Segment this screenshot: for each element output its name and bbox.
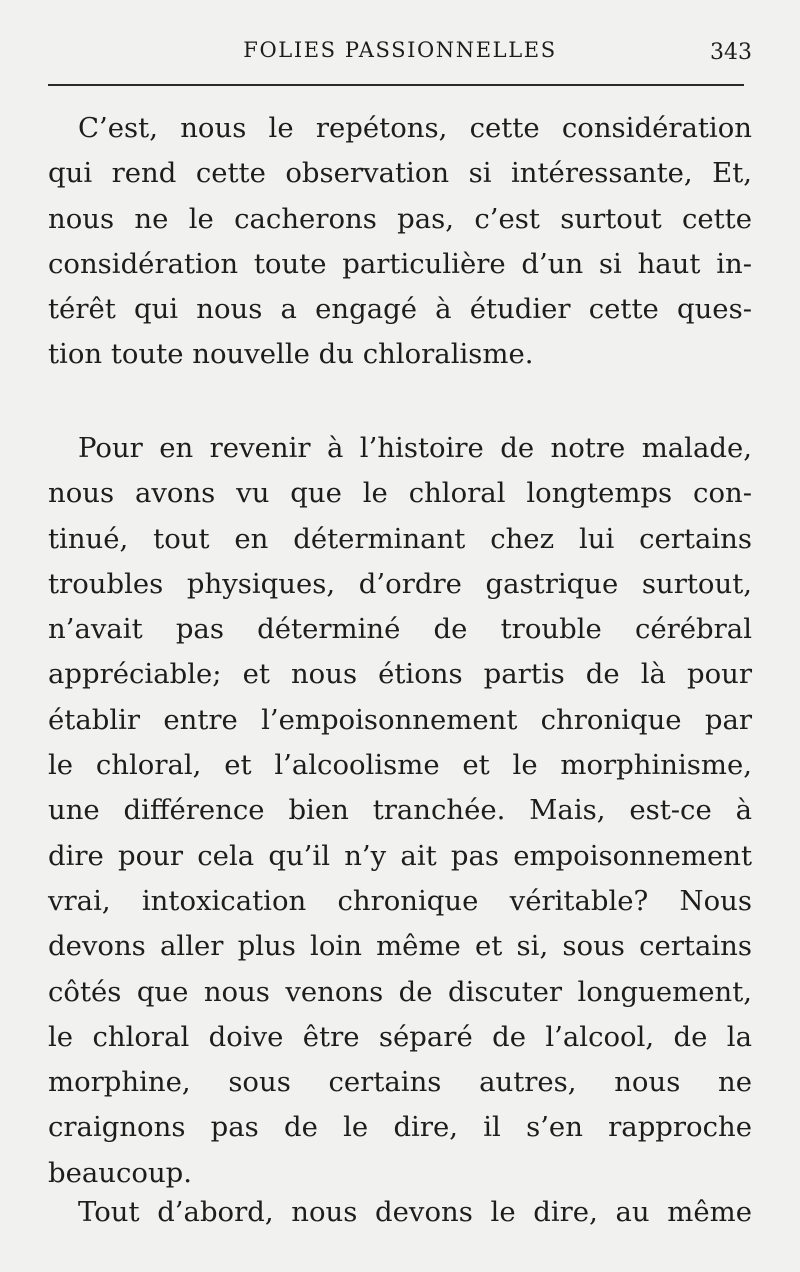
paragraph-2 — [48, 426, 752, 1196]
text-line: nous avons vu que le chloral longtemps con- — [48, 477, 752, 510]
text-line: n’avait pas déterminé de trouble cérébral — [48, 613, 752, 646]
text-line: nous ne le cacherons pas, c’est surtout cette — [48, 202, 752, 235]
text-line: morphine, sous certains autres, nous ne — [48, 1066, 752, 1099]
running-header-title: FOLIES PASSIONNELLES — [243, 38, 557, 62]
text-line: devons aller plus loin même et si, sous certains — [48, 930, 752, 963]
header-rule — [48, 84, 744, 86]
text-line: une différence bien tranchée. Mais, est-ce à — [48, 794, 752, 827]
text-line: dire pour cela qu’il n’y ait pas empoisonnement — [48, 839, 752, 872]
text-line: tion toute nouvelle du chloralisme. — [48, 338, 534, 371]
paragraph-3 — [48, 1190, 752, 1235]
text-line: qui rend cette observation si intéressante, Et, — [48, 157, 752, 190]
text-line: Pour en revenir à l’histoire de notre malade, — [78, 432, 752, 464]
text-line: C’est, nous le repétons, cette considération — [78, 112, 752, 144]
text-line: beaucoup. — [48, 1156, 192, 1189]
text-line: le chloral doive être séparé de l’alcool, de la — [48, 1020, 752, 1053]
page-number: 343 — [710, 40, 752, 65]
text-line: considération toute particulière d’un si haut in- — [48, 247, 752, 280]
text-line: térêt qui nous a engagé à étudier cette ques- — [48, 293, 752, 326]
text-line: troubles physiques, d’ordre gastrique surtout, — [48, 567, 752, 600]
text-line: tinué, tout en déterminant chez lui certains — [48, 522, 752, 555]
text-line: établir entre l’empoisonnement chronique par — [48, 703, 752, 736]
text-line: côtés que nous venons de discuter longuement, — [48, 975, 752, 1008]
text-line: craignons pas de le dire, il s’en rapproche — [48, 1111, 752, 1144]
text-line: Tout d’abord, nous devons le dire, au même — [78, 1196, 752, 1228]
paragraph-1 — [48, 106, 752, 378]
text-line: vrai, intoxication chronique véritable? Nous — [48, 884, 752, 917]
text-line: appréciable; et nous étions partis de là pour — [48, 658, 752, 691]
text-line: le chloral, et l’alcoolisme et le morphinisme, — [48, 749, 752, 782]
